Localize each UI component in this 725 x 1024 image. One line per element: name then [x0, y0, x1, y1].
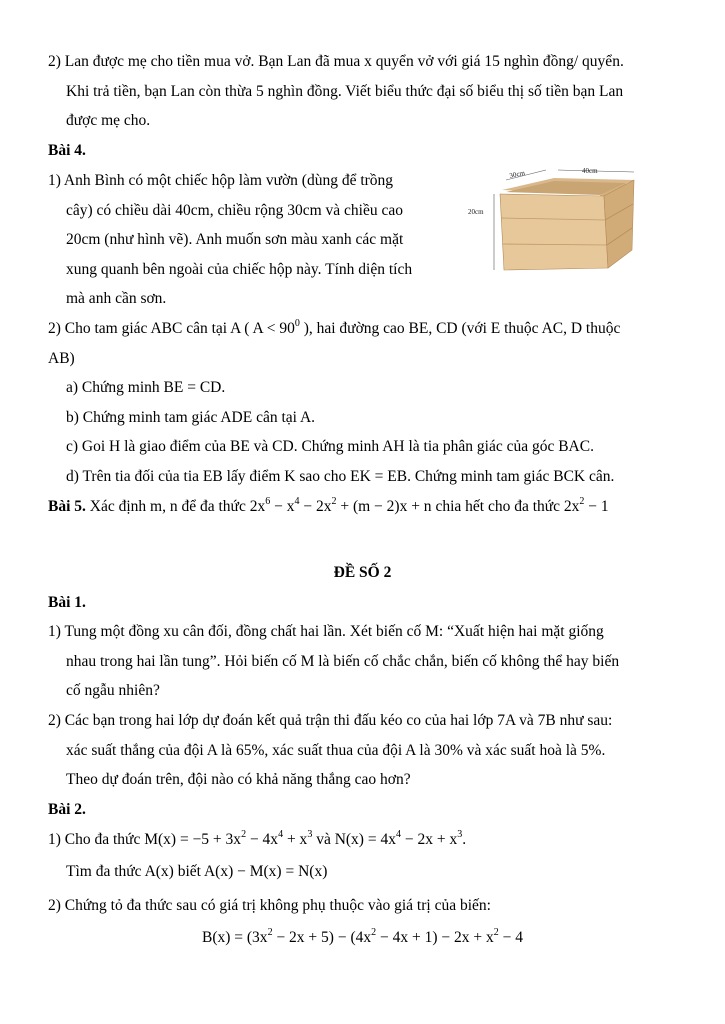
de2-bai1-heading: Bài 1. [48, 594, 86, 611]
bai4-q2-b: b) Chứng minh tam giác ADE cân tại A. [66, 409, 316, 426]
bai4-q1-line-1: 1) Anh Bình có một chiếc hộp làm vườn (dùng để trồng [48, 172, 394, 189]
bai4-q2-d: d) Trên tia đối của tia EB lấy điểm K sao cho EK = EB. Chứng minh tam giác BCK cân. [66, 468, 615, 485]
problem-2-line-2: Khi trả tiền, bạn Lan còn thừa 5 nghìn đồng. Viết biểu thức đại số biểu thị số tiền bạn Lan [66, 83, 624, 100]
length-label: 40cm [582, 167, 598, 175]
de2-bai1-q2-line-3: Theo dự đoán trên, đội nào có khả năng thắng cao hơn? [66, 771, 411, 788]
bai5-polynomial-1: $2x^6 - x^4 - 2x^2 + (m - 2)x + n$ [249, 496, 432, 515]
bai5-line: Bài 5. Xác định m, n để đa thức $2x^6 - x^4 - 2x^2 + (m - 2)x + n$ chia hết cho đa thức $2x^2 - 1$ [48, 496, 609, 515]
box-front-face [500, 194, 608, 270]
de2-title: ĐỀ SỐ 2 [333, 564, 392, 581]
bai4-q1-line-2: cây) có chiều dài 40cm, chiều rộng 30cm và chiều cao [66, 202, 403, 219]
width-label: 30cm [508, 168, 526, 180]
de2-bai2-q2-line-1: 2) Chứng tỏ đa thức sau có giá trị không phụ thuộc vào giá trị của biến: [48, 897, 491, 914]
de2-bai1-q1-line-2: nhau trong hai lần tung”. Hỏi biến cố M là biến cố chắc chắn, biến cố không thể hay biến [66, 653, 620, 670]
bai5-polynomial-2: $2x^2 - 1$ [563, 496, 609, 515]
bai4-q2-line-1: 2) Cho tam giác ABC cân tại A ( $A < 90^0$ ), hai đường cao BE, CD (với E thuộc AC, D thuộc [48, 318, 621, 337]
bai4-q1-line-5: mà anh cần sơn. [66, 290, 167, 307]
de2-bai2-q1-line-1: 1) Cho đa thức $M(x) = -5 + 3x^2 - 4x^4 + x^3$ và $N(x) = 4x^4 - 2x + x^3$. [48, 829, 467, 848]
polynomial-B: $B(x) = (3x^2 - 2x + 5) - (4x^2 - 4x + 1) - 2x + x^2 - 4$ [201, 927, 524, 946]
de2-bai1-q1-line-1: 1) Tung một đồng xu cân đối, đồng chất hai lần. Xét biến cố M: “Xuất hiện hai mặt giống [48, 623, 604, 640]
de2-bai1-q2-line-1: 2) Các bạn trong hai lớp dự đoán kết quả trận thi đấu kéo co của hai lớp 7A và 7B như sau: [48, 712, 613, 729]
de2-bai1-q1-line-3: cố ngẫu nhiên? [66, 682, 160, 699]
bai4-q1-line-4: xung quanh bên ngoài của chiếc hộp này. Tính diện tích [66, 261, 413, 278]
problem-2-line-3: được mẹ cho. [66, 112, 151, 129]
problem-2-line-1: 2) Lan được mẹ cho tiền mua vở. Bạn Lan đã mua x quyển vở với giá 15 nghìn đồng/ quyển. [48, 53, 624, 70]
bai4-q1-line-3: 20cm (như hình vẽ). Anh muốn sơn màu xanh các mặt [66, 231, 404, 248]
bai4-q2-c: c) Goi H là giao điểm của BE và CD. Chứng minh AH là tia phân giác của góc BAC. [66, 438, 594, 455]
wooden-box-figure [466, 166, 662, 282]
de2-bai2-heading: Bài 2. [48, 801, 86, 818]
height-label: 20cm [468, 208, 484, 216]
de2-bai1-q2-line-2: xác suất thắng của đội A là 65%, xác suất thua của đội A là 30% và xác suất hoà là 5%. [66, 742, 606, 759]
de2-bai2-q1-line-2: Tìm đa thức A(x) biết A(x) − M(x) = N(x) [66, 863, 328, 880]
bai4-q2-line-2: AB) [48, 350, 75, 367]
polynomial-N: $N(x) = 4x^4 - 2x + x^3$. [334, 829, 467, 848]
polynomial-M: $M(x) = -5 + 3x^2 - 4x^4 + x^3$ [144, 829, 313, 848]
bai4-q2-a: a) Chứng minh BE = CD. [66, 379, 226, 396]
bai4-heading: Bài 4. [48, 142, 86, 159]
